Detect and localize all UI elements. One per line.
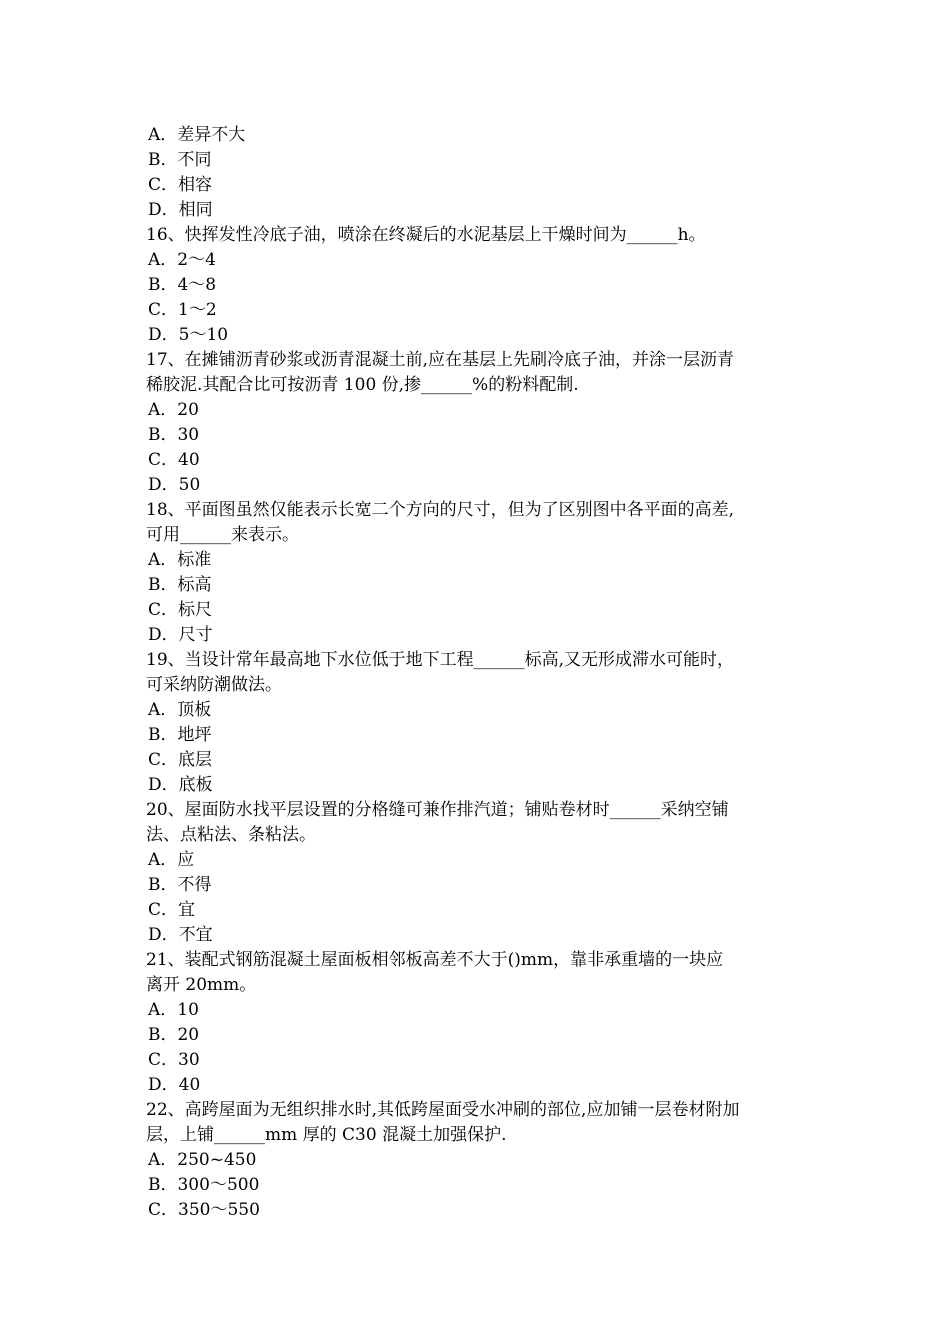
option-line: D．50 [148, 475, 201, 495]
option-line: A．250~450 [148, 1150, 257, 1170]
option-line: C．350～550 [148, 1200, 260, 1220]
question-line: 法、点粘法、条粘法。 [146, 825, 316, 845]
option-line: D．相同 [148, 200, 213, 220]
option-line: A．顶板 [148, 700, 212, 720]
option-line: B．300～500 [148, 1175, 260, 1195]
option-line: B．不同 [148, 150, 212, 170]
question-line: 18、平面图虽然仅能表示长宽二个方向的尺寸，但为了区别图中各平面的高差, [146, 500, 735, 520]
option-line: B．不得 [148, 875, 212, 895]
option-line: B．4～8 [148, 275, 217, 295]
question-line: 17、在摊铺沥青砂浆或沥青混凝土前,应在基层上先刷冷底子油，并涂一层沥青 [146, 350, 735, 370]
question-line: 稀胶泥.其配合比可按沥青 100 份,掺______%的粉料配制. [146, 375, 579, 395]
option-line: D．5～10 [148, 325, 229, 345]
option-line: C．1～2 [148, 300, 217, 320]
option-line: B．20 [148, 1025, 200, 1045]
question-list [146, 123, 816, 1223]
option-line: A．20 [148, 400, 199, 420]
option-line: C．相容 [148, 175, 213, 195]
option-line: A．应 [148, 850, 195, 870]
question-line: 21、装配式钢筋混凝土屋面板相邻板高差不大于()mm，靠非承重墙的一块应 [146, 950, 724, 970]
option-line: D．40 [148, 1075, 201, 1095]
option-line: B．地坪 [148, 725, 212, 745]
question-line: 层，上铺______mm 厚的 C30 混凝土加强保护. [146, 1125, 507, 1145]
option-line: C．30 [148, 1050, 200, 1070]
option-line: C．底层 [148, 750, 213, 770]
option-line: B．标高 [148, 575, 212, 595]
question-line: 可采纳防潮做法。 [146, 675, 282, 695]
question-line: 19、当设计常年最高地下水位低于地下工程______标高,又无形成滞水可能时， [146, 650, 735, 670]
option-line: A．差异不大 [148, 125, 246, 145]
question-line: 可用______来表示。 [146, 525, 299, 545]
option-line: C．宜 [148, 900, 196, 920]
question-line: 22、高跨屋面为无组织排水时,其低跨屋面受水冲刷的部位,应加铺一层卷材附加 [146, 1100, 740, 1120]
option-line: A．标准 [148, 550, 212, 570]
question-line: 离开 20mm。 [146, 975, 257, 995]
option-line: D．不宜 [148, 925, 213, 945]
option-line: A．10 [148, 1000, 199, 1020]
option-line: C．标尺 [148, 600, 213, 620]
option-line: D．底板 [148, 775, 213, 795]
option-line: C．40 [148, 450, 200, 470]
option-line: D．尺寸 [148, 625, 213, 645]
option-line: B．30 [148, 425, 200, 445]
question-line: 20、屋面防水找平层设置的分格缝可兼作排汽道；铺贴卷材时______采纳空铺 [146, 800, 729, 820]
option-line: A．2～4 [148, 250, 216, 270]
question-line: 16、快挥发性冷底子油，喷涂在终凝后的水泥基层上干燥时间为______h。 [146, 225, 706, 245]
